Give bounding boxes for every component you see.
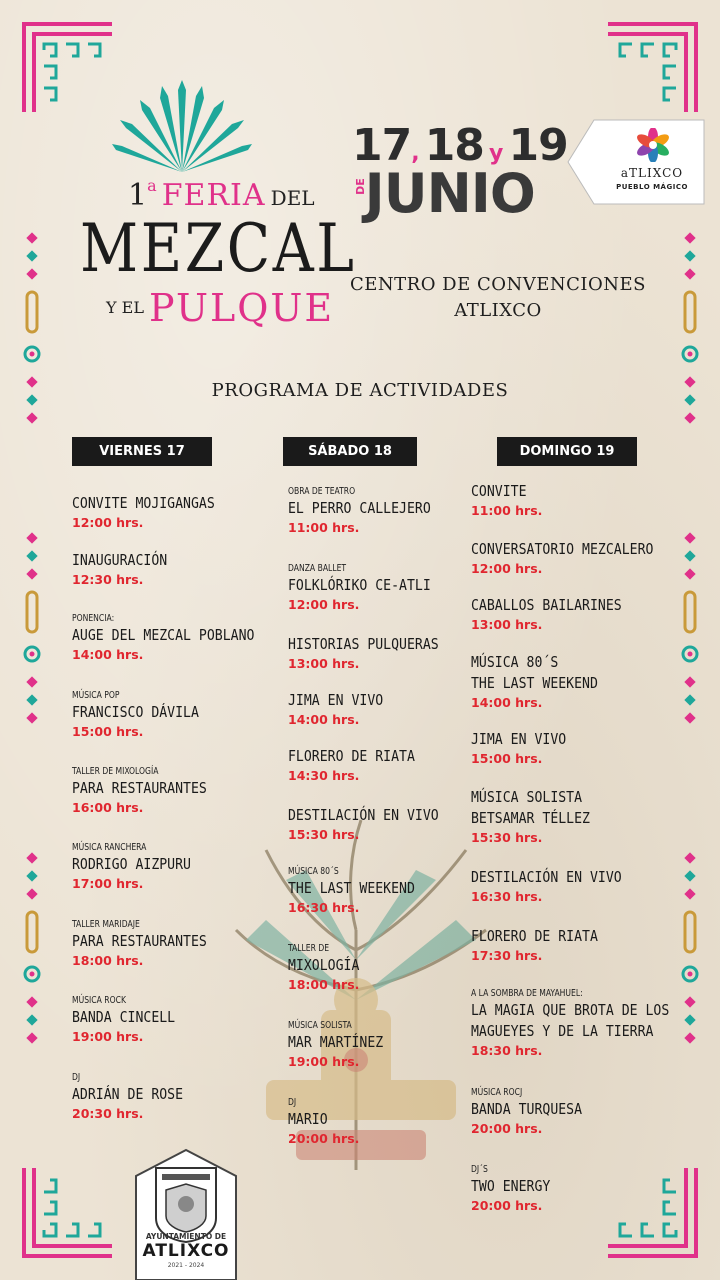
list-item [471, 787, 611, 847]
event-title: MAR MARTÍNEZ [288, 1033, 384, 1051]
list-item [471, 867, 648, 906]
event-category: OBRA DE TEATRO [288, 486, 356, 497]
event-time: 11:00 hrs. [471, 503, 543, 518]
event-title: PARA RESTAURANTES [72, 779, 207, 797]
month-junio: JUNIO [364, 162, 535, 225]
title-ordinal-sup: a [147, 176, 157, 195]
list-item [72, 919, 231, 970]
list-item [72, 842, 212, 893]
event-month [352, 162, 535, 225]
event-category: TALLER MARIDAJE [72, 919, 140, 930]
event-category: MÚSICA 80´S [288, 866, 339, 877]
date-19: 19 [508, 120, 568, 171]
event-time: 14:00 hrs. [72, 647, 144, 662]
event-title: MÚSICA SOLISTA [471, 788, 583, 806]
event-title: HISTORIAS PULQUERAS [288, 635, 439, 653]
venue-line-1: CENTRO DE CONVENCIONES [349, 274, 647, 295]
event-time: 13:00 hrs. [288, 656, 360, 671]
event-time: 15:30 hrs. [471, 830, 543, 845]
program-title: PROGRAMA DE ACTIVIDADES [211, 380, 509, 401]
pueblo-magico-flower-icon [636, 128, 670, 162]
month-de: DE [353, 178, 367, 195]
event-category: DANZA BALLET [288, 563, 347, 574]
list-item [288, 563, 456, 614]
venue [330, 272, 666, 324]
event-title: EL PERRO CALLEJERO [288, 499, 431, 517]
event-time: 15:00 hrs. [471, 751, 543, 766]
title-feria: FERIA [161, 178, 266, 213]
event-time: 12:00 hrs. [288, 597, 360, 612]
event-time: 12:30 hrs. [72, 572, 144, 587]
date-separator-comma: , [411, 141, 420, 166]
badge-atlixco: aTLIXCO [620, 166, 684, 180]
title-del: DEL [270, 186, 315, 210]
event-title: INAUGURACIÓN [72, 551, 168, 569]
day-header-sabado: SÁBADO 18 [283, 437, 417, 466]
list-item [288, 746, 437, 785]
list-item [471, 1164, 564, 1215]
event-time: 12:00 hrs. [471, 561, 543, 576]
event-category: MÚSICA RANCHERA [72, 842, 147, 853]
list-item [72, 613, 287, 664]
list-item [288, 805, 465, 844]
badge-pueblo-magico: PUEBLO MÁGICO [616, 183, 688, 191]
event-title: CONVITE MOJIGANGAS [72, 494, 215, 512]
seal-atlixco: ATLIXCO [142, 1241, 230, 1261]
list-item [471, 729, 583, 768]
title-pulque: PULQUE [149, 286, 335, 330]
corner-ornament-bottom-right [604, 1164, 700, 1260]
title-ordinal: 1 [128, 178, 148, 213]
event-time: 14:00 hrs. [471, 695, 543, 710]
event-category: DJ´S [471, 1164, 488, 1175]
corner-ornament-bottom-left [20, 1164, 116, 1260]
day-header-domingo: DOMINGO 19 [497, 437, 637, 466]
side-ornament-left-lower [22, 850, 42, 1050]
event-time: 19:00 hrs. [72, 1029, 144, 1044]
event-title: PARA RESTAURANTES [72, 932, 207, 950]
list-item [72, 995, 193, 1046]
pueblo-magico-badge [566, 118, 706, 206]
event-time: 20:00 hrs. [288, 1131, 360, 1146]
event-time: 17:30 hrs. [471, 948, 543, 963]
event-title: AUGE DEL MEZCAL POBLANO [72, 626, 255, 644]
event-title: TWO ENERGY [471, 1177, 551, 1195]
event-time: 16:30 hrs. [288, 900, 360, 915]
title-y-el: Y EL [106, 298, 144, 317]
side-ornament-left-middle [22, 530, 42, 730]
list-item [471, 595, 648, 634]
event-time: 11:00 hrs. [288, 520, 360, 535]
event-title: DESTILACIÓN EN VIVO [288, 806, 439, 824]
event-time: 17:00 hrs. [72, 876, 144, 891]
event-title: CONVITE [471, 482, 527, 500]
event-title: FLORERO DE RIATA [471, 927, 598, 945]
list-item [72, 690, 221, 741]
event-title-line-2: MAGUEYES Y DE LA TIERRA [471, 1022, 654, 1040]
list-item [288, 486, 456, 537]
event-title: ADRIÁN DE ROSE [72, 1085, 184, 1103]
event-title: THE LAST WEEKEND [288, 879, 415, 897]
list-item [471, 481, 542, 520]
corner-ornament-top-right [604, 20, 700, 116]
event-category: MÚSICA ROCJ [471, 1087, 523, 1098]
event-title: JIMA EN VIVO [471, 730, 567, 748]
list-item [471, 539, 686, 578]
event-time: 20:30 hrs. [72, 1106, 144, 1121]
event-category: A LA SOMBRA DE MAYAHUEL: [471, 988, 583, 999]
list-item [288, 634, 465, 673]
date-separator-y: y [489, 141, 504, 166]
event-time: 16:00 hrs. [72, 800, 144, 815]
day-header-viernes: VIERNES 17 [72, 437, 212, 466]
event-category: DJ [288, 1097, 297, 1108]
event-time: 14:30 hrs. [288, 768, 360, 783]
event-title: CONVERSATORIO MEZCALERO [471, 540, 654, 558]
list-item [72, 766, 231, 817]
event-title: FLORERO DE RIATA [288, 747, 415, 765]
event-title: CABALLOS BAILARINES [471, 596, 622, 614]
event-category: TALLER DE [288, 943, 330, 954]
list-item [288, 1097, 359, 1148]
event-time: 20:00 hrs. [471, 1198, 543, 1213]
list-item [288, 690, 400, 729]
event-category: TALLER DE MIXOLOGÍA [72, 766, 159, 777]
seal-ayuntamiento-de: AYUNTAMIENTO DE [145, 1232, 227, 1241]
event-time: 15:30 hrs. [288, 827, 360, 842]
list-item [72, 493, 240, 532]
event-title: LA MAGIA QUE BROTA DE LOS [471, 1001, 670, 1019]
event-title: FOLKLÓRIKO CE-ATLI [288, 576, 431, 594]
title-mezcal: MEZCAL [80, 210, 357, 287]
list-item [288, 1020, 400, 1071]
event-title: JIMA EN VIVO [288, 691, 384, 709]
event-title: RODRIGO AIZPURU [72, 855, 191, 873]
event-category: PONENCIA: [72, 613, 115, 624]
event-time: 18:30 hrs. [471, 1043, 543, 1058]
event-time: 18:00 hrs. [288, 977, 360, 992]
event-time: 19:00 hrs. [288, 1054, 360, 1069]
event-time: 14:00 hrs. [288, 712, 360, 727]
side-ornament-right-upper [680, 230, 700, 430]
list-item [471, 652, 620, 712]
agave-icon [112, 80, 252, 175]
event-title: FRANCISCO DÁVILA [72, 703, 199, 721]
event-category: MÚSICA SOLISTA [288, 1020, 352, 1031]
event-time: 13:00 hrs. [471, 617, 543, 632]
event-title: MÚSICA 80´S [471, 653, 559, 671]
event-title-line-2: THE LAST WEEKEND [471, 674, 598, 692]
list-item [471, 926, 620, 965]
event-time: 18:00 hrs. [72, 953, 144, 968]
event-title: BANDA CINCELL [72, 1008, 176, 1026]
event-category: MÚSICA POP [72, 690, 120, 701]
date-18: 18 [424, 120, 484, 171]
seal-period: 2021 - 2024 [167, 1262, 205, 1269]
side-ornament-left-upper [22, 230, 42, 430]
event-category: DJ [72, 1072, 81, 1083]
event-title: BANDA TURQUESA [471, 1100, 583, 1118]
list-item [288, 943, 372, 994]
date-17: 17 [352, 120, 412, 171]
corner-ornament-top-left [20, 20, 116, 116]
event-category: MÚSICA ROCK [72, 995, 127, 1006]
event-time: 12:00 hrs. [72, 515, 144, 530]
event-title: DESTILACIÓN EN VIVO [471, 868, 622, 886]
list-item [471, 988, 704, 1060]
list-item [288, 866, 437, 917]
list-item [72, 1072, 203, 1123]
event-time: 16:30 hrs. [471, 889, 543, 904]
list-item [471, 1087, 602, 1138]
event-title-line-2: BETSAMAR TÉLLEZ [471, 809, 590, 827]
event-title: MARIO [288, 1110, 328, 1128]
venue-line-2: ATLIXCO [454, 300, 542, 321]
event-time: 15:00 hrs. [72, 724, 144, 739]
title-pulque-line [106, 286, 334, 330]
list-item [72, 550, 184, 589]
event-time: 20:00 hrs. [471, 1121, 543, 1136]
event-title: MIXOLOGÍA [288, 956, 360, 974]
